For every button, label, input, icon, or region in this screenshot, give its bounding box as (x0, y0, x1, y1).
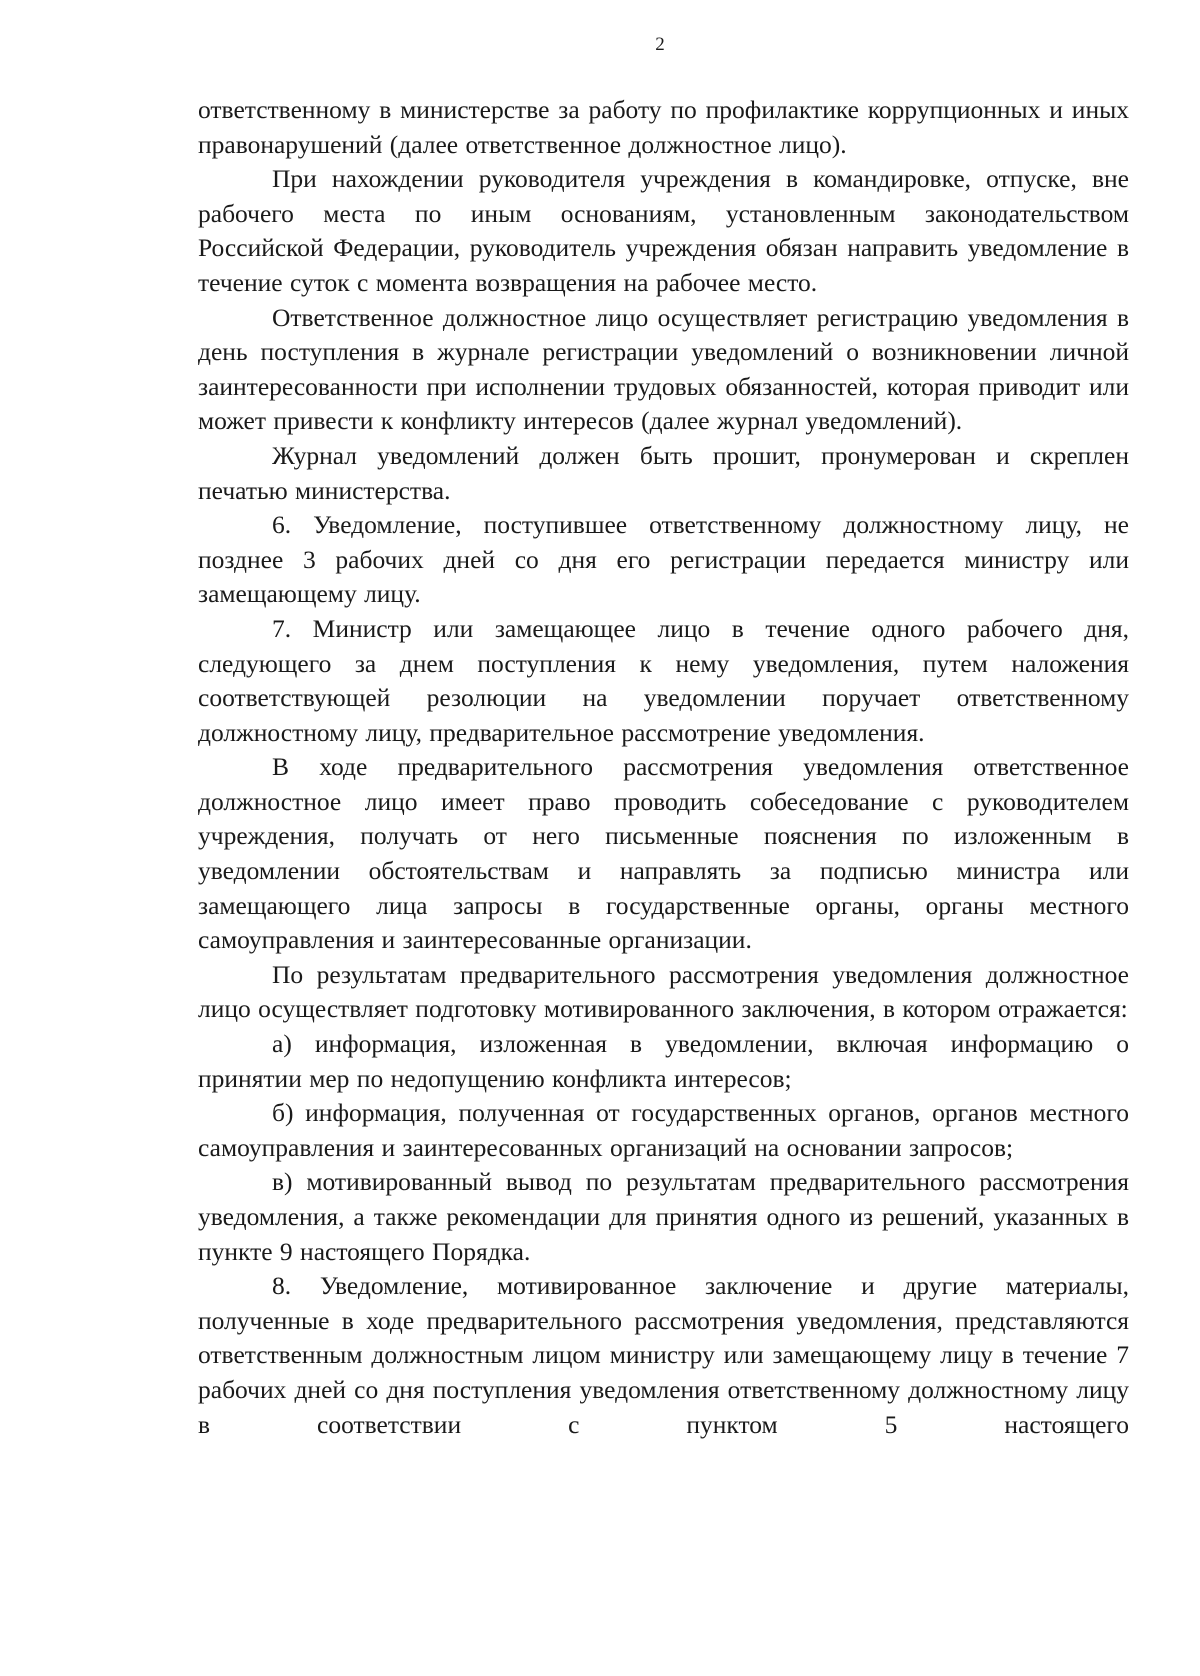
paragraph-registration: Ответственное должностное лицо осуществляет регистрацию уведомления в день поступления в журнале регистрации уведомлений о возникновении личной заинтересованности при исполнении трудовых обязанностей, которая приводит или может привести к конфликту интересов (далее журнал уведомлений). (198, 302, 1129, 436)
paragraph-preliminary-review: В ходе предварительного рассмотрения уведомления ответственное должностное лицо имеет право проводить собеседование с руководителем учреждения, получать от него письменные пояснения по изложенным в уведомлении обстоятельствам и направлять за подписью министра или замещающего лица запросы в государственные органы, органы местного самоуправления и заинтересованные организации. (198, 752, 1129, 955)
paragraph-item-6: 6. Уведомление, поступившее ответственному должностному лицу, не позднее 3 рабочих дней со дня его регистрации передается министру или замещающему лицу. (198, 510, 1129, 609)
paragraph-subitem-b: б) информация, полученная от государственных органов, органов местного самоуправления и заинтересованных организаций на основании запросов; (198, 1098, 1129, 1162)
paragraph-absence-notice: При нахождении руководителя учреждения в командировке, отпуске, вне рабочего места по иным основаниям, установленным законодательством Российской Федерации, руководитель учреждения обязан направить уведомление в течение суток с момента возвращения на рабочее место. (198, 164, 1129, 297)
paragraph-review-results: По результатам предварительного рассмотрения уведомления должностное лицо осуществляет подготовку мотивированного заключения, в котором отражается: (198, 959, 1129, 1024)
page-number: 2 (655, 34, 665, 55)
paragraph-subitem-v: в) мотивированный вывод по результатам предварительного рассмотрения уведомления, а также рекомендации для принятия одного из решений, указанных в пункте 9 настоящего Порядка. (198, 1167, 1129, 1266)
document-body (198, 93, 1129, 1442)
paragraph-continuation: ответственному в министерстве за работу по профилактике коррупционных и иных правонарушений (далее ответственное должностное лицо). (198, 95, 1129, 159)
paragraph-item-7: 7. Министр или замещающее лицо в течение одного рабочего дня, следующего за днем поступления к нему уведомления, путем наложения соответствующей резолюции на уведомлении поручает ответственному должностному лицу, предварительное рассмотрение уведомления. (198, 613, 1129, 747)
paragraph-journal: Журнал уведомлений должен быть прошит, пронумерован и скреплен печатью министерства. (198, 440, 1129, 505)
paragraph-subitem-a: а) информация, изложенная в уведомлении, включая информацию о принятии мер по недопущению конфликта интересов; (198, 1029, 1129, 1093)
paragraph-item-8: 8. Уведомление, мотивированное заключение и другие материалы, полученные в ходе предварительного рассмотрения уведомления, представляются ответственным должностным лицом министру или замещающему лицу в течение 7 рабочих дней со дня поступления уведомления ответственному должностному лицу в соответствии с пунктом 5 настоящего (198, 1271, 1129, 1439)
